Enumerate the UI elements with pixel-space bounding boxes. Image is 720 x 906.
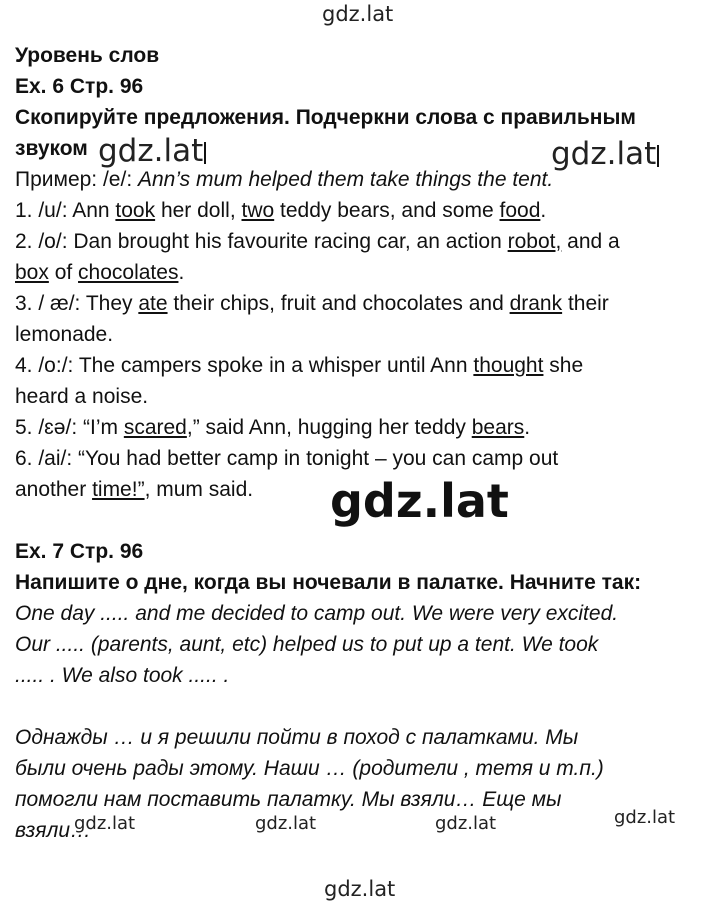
underlined-word: thought [473,354,544,377]
item-4-cont: heard a noise. [15,385,149,408]
watermark: gdz.lat [614,807,676,828]
item-4: 4. /o:/: The campers spoke in a whisper until Ann thought she [15,354,584,377]
russian-line: были очень рады этому. Наши … (родители , тетя и т.п.) [15,757,604,780]
item-2-cont: box of chocolates. [15,261,185,284]
watermark: gdz.lat [255,813,317,834]
underlined-word: time!” [92,478,145,501]
item-6: 6. /ai/: “You had better camp in tonight – you can camp out [15,447,559,470]
english-line: One day ..... and me decided to camp out. We were very excited. [15,602,619,625]
underlined-word: took [115,199,156,222]
item-3-cont: lemonade. [15,323,114,346]
underlined-word: two [241,199,275,222]
level-heading: Уровень слов [15,44,160,67]
watermark: gdz.lat [98,136,206,167]
exercise-6-task-cont: звуком [15,137,88,160]
item-5: 5. /ɛə/: “I’m scared,” said Ann, hugging her teddy bears. [15,416,531,439]
item-2: 2. /o/: Dan brought his favourite racing car, an action robot, and a [15,230,620,253]
underlined-word: food [499,199,541,222]
underlined-word: bears [471,416,525,439]
english-line: ..... . We also took ..... . [15,664,230,687]
underlined-word: drank [509,292,563,315]
watermark: gdz.lat [324,877,396,901]
example-text: Ann’s mum helped them take things the tent. [138,168,554,191]
exercise-6-ref: Ex. 6 Стр. 96 [15,75,144,98]
item-1: 1. /u/: Ann took her doll, two teddy bears, and some food. [15,199,547,222]
watermark: gdz.lat [435,813,497,834]
underlined-word: chocolates [78,261,179,284]
english-line: Our ..... (parents, aunt, etc) helped us to put up a tent. We took [15,633,599,656]
watermark-large: gdz.lat [330,474,509,528]
exercise-7-task: Напишите о дне, когда вы ночевали в палатке. Начните так: [15,571,642,594]
exercise-7-ref: Ex. 7 Стр. 96 [15,540,144,563]
russian-line: Однажды … и я решили пойти в поход с палатками. Мы [15,726,579,749]
underlined-word: box [15,261,49,284]
watermark: gdz.lat [551,139,659,170]
item-6-cont: another time!”, mum said. [15,478,254,501]
russian-line: взяли… [15,819,92,842]
underlined-word: robot, [507,230,562,253]
exercise-6-task: Скопируйте предложения. Подчеркни слова с правильным [15,106,636,129]
document-body [15,40,711,846]
example-line: Пример: /e/: Ann’s mum helped them take things the tent. [15,168,554,191]
underlined-word: scared [123,416,187,439]
watermark: gdz.lat [322,2,394,26]
item-3: 3. / æ/: They ate their chips, fruit and chocolates and drank their [15,292,609,315]
underlined-word: ate [138,292,168,315]
watermark: gdz.lat [74,813,136,834]
russian-line: помогли нам поставить палатку. Мы взяли… Еще мы [15,788,562,811]
